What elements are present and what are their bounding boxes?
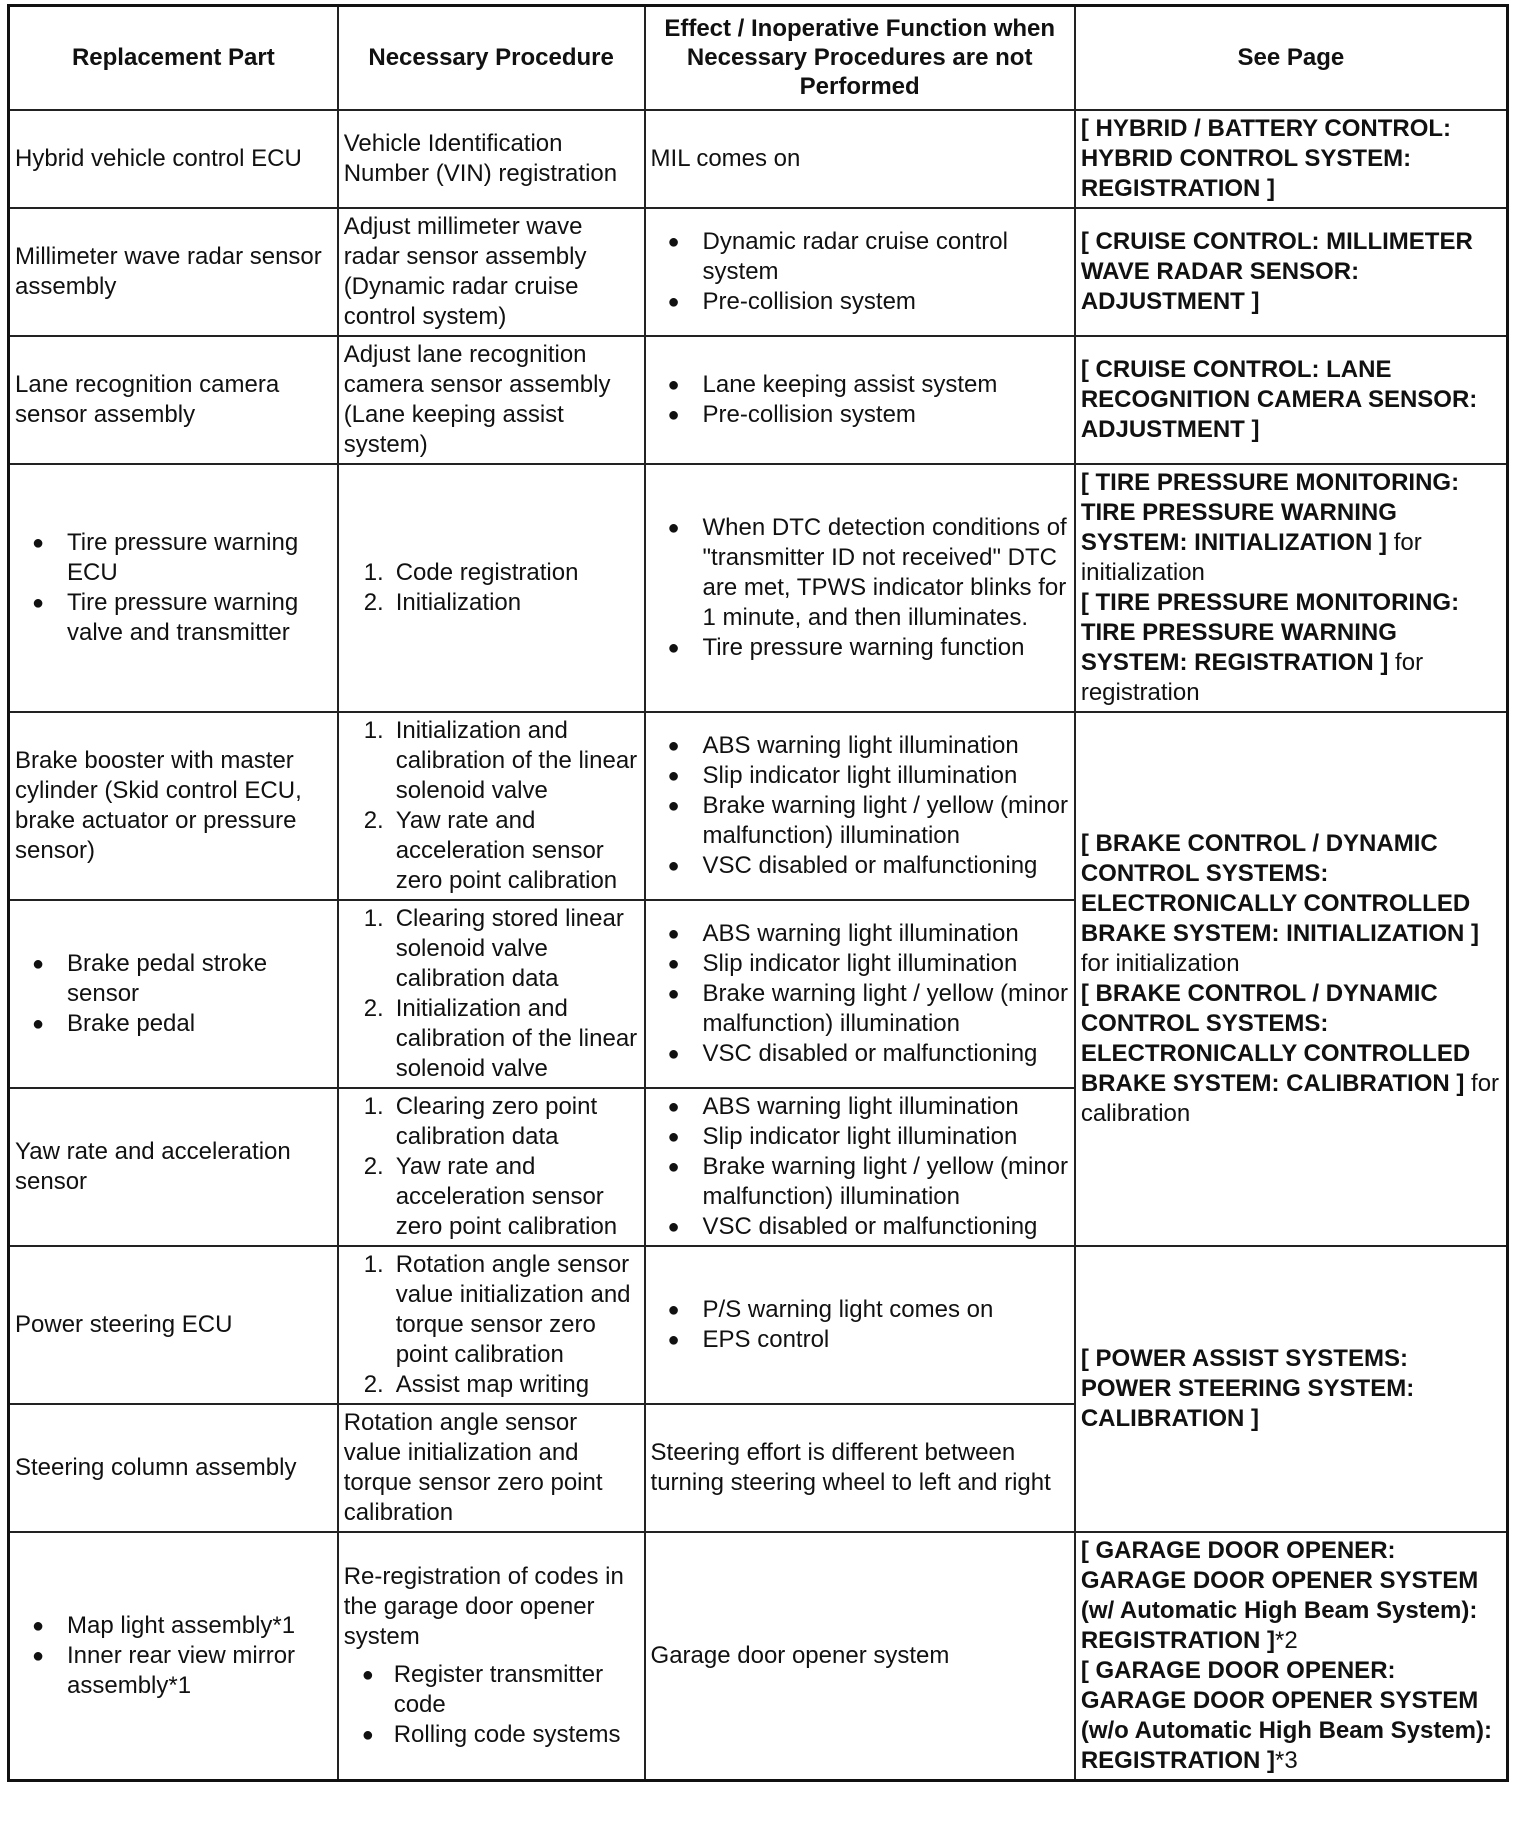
replacement-procedures-table — [7, 4, 1509, 1782]
list-item: ● Pre-collision system — [651, 287, 1069, 317]
list-item: ● ABS warning light illumination — [651, 731, 1069, 761]
list-item: Initialization and calibration of the linear solenoid valve — [395, 994, 638, 1082]
table-row — [9, 208, 1508, 336]
cell-see-page: [ CRUISE CONTROL: MILLIMETER WAVE RADAR SENSOR: ADJUSTMENT ] — [1075, 208, 1508, 336]
list-item: ● Inner rear view mirror assembly*1 — [15, 1641, 332, 1701]
list-item: Yaw rate and acceleration sensor zero point calibration — [395, 1152, 618, 1240]
header-see-page: See Page — [1075, 6, 1508, 110]
cell-part: Yaw rate and acceleration sensor — [9, 1088, 338, 1246]
cell-effect — [645, 1246, 1075, 1404]
cell-procedure: Vehicle Identification Number (VIN) registration — [338, 110, 645, 208]
cell-see-page: [ HYBRID / BATTERY CONTROL: HYBRID CONTROL SYSTEM: REGISTRATION ] — [1075, 110, 1508, 208]
replacement-procedures-document — [7, 4, 1509, 1782]
list-item: Initialization and calibration of the linear solenoid valve — [395, 716, 638, 804]
cell-effect: Steering effort is different between turning steering wheel to left and right — [645, 1404, 1075, 1532]
cell-part: Brake booster with master cylinder (Skid control ECU, brake actuator or pressure sensor) — [9, 712, 338, 900]
header-row — [9, 6, 1508, 110]
header-replacement-part: Replacement Part — [9, 6, 338, 110]
cell-part: Steering column assembly — [9, 1404, 338, 1532]
cell-effect — [645, 208, 1075, 336]
procedure-intro: Re-registration of codes in the garage door opener system — [343, 1562, 624, 1650]
cell-see-page — [1075, 464, 1508, 712]
list-item: ● Brake warning light / yellow (minor malfunction) illumination — [651, 791, 1069, 851]
cell-see-page — [1075, 1532, 1508, 1781]
cell-part: Millimeter wave radar sensor assembly — [9, 208, 338, 336]
page-reference: [ GARAGE DOOR OPENER: GARAGE DOOR OPENER SYSTEM (w/o Automatic High Beam System): REGISTRATION ] — [1080, 1656, 1492, 1774]
cell-effect — [645, 464, 1075, 712]
list-item: ● Lane keeping assist system — [651, 370, 1069, 400]
list-item: Rotation angle sensor value initialization and torque sensor zero point calibration — [395, 1250, 631, 1368]
cell-effect — [645, 1088, 1075, 1246]
cell-part: Hybrid vehicle control ECU — [9, 110, 338, 208]
cell-procedure — [338, 900, 645, 1088]
cell-procedure: Adjust millimeter wave radar sensor assembly (Dynamic radar cruise control system) — [338, 208, 645, 336]
table-row — [9, 464, 1508, 712]
cell-procedure — [338, 712, 645, 900]
header-necessary-procedure: Necessary Procedure — [338, 6, 645, 110]
list-item: Clearing stored linear solenoid valve calibration data — [395, 904, 624, 992]
cell-effect — [645, 900, 1075, 1088]
cell-procedure: Adjust lane recognition camera sensor assembly (Lane keeping assist system) — [338, 336, 645, 464]
page-reference-note: for registration — [1080, 648, 1424, 706]
cell-effect: MIL comes on — [645, 110, 1075, 208]
list-item: ● VSC disabled or malfunctioning — [651, 1039, 1069, 1069]
table-row — [9, 1532, 1508, 1781]
page-reference: [ GARAGE DOOR OPENER: GARAGE DOOR OPENER SYSTEM (w/ Automatic High Beam System): REGISTRATION ] — [1080, 1536, 1479, 1654]
list-item: ● Brake pedal stroke sensor — [15, 949, 332, 1009]
cell-procedure — [338, 1532, 645, 1781]
cell-see-page: [ CRUISE CONTROL: LANE RECOGNITION CAMERA SENSOR: ADJUSTMENT ] — [1075, 336, 1508, 464]
list-item: Assist map writing — [395, 1370, 590, 1398]
page-reference-note: for calibration — [1080, 1069, 1500, 1127]
page-reference-note: *2 — [1275, 1626, 1298, 1654]
list-item: ● Rolling code systems — [344, 1720, 639, 1750]
list-item: ● Slip indicator light illumination — [651, 949, 1069, 979]
list-item: ● ABS warning light illumination — [651, 1092, 1069, 1122]
list-item: ● Pre-collision system — [651, 400, 1069, 430]
cell-procedure — [338, 1088, 645, 1246]
page-reference-note: for initialization — [1080, 949, 1240, 977]
list-item: Clearing zero point calibration data — [395, 1092, 598, 1150]
list-item: Yaw rate and acceleration sensor zero point calibration — [395, 806, 618, 894]
page-reference: [ TIRE PRESSURE MONITORING: TIRE PRESSURE WARNING SYSTEM: INITIALIZATION ] — [1080, 468, 1460, 556]
list-item: ● P/S warning light comes on — [651, 1295, 1069, 1325]
list-item: ● VSC disabled or malfunctioning — [651, 1212, 1069, 1242]
page-reference: [ BRAKE CONTROL / DYNAMIC CONTROL SYSTEMS: ELECTRONICALLY CONTROLLED BRAKE SYSTEM: INITIALIZATION ] — [1080, 829, 1480, 947]
list-item: ● ABS warning light illumination — [651, 919, 1069, 949]
list-item: ● Map light assembly*1 — [15, 1611, 332, 1641]
header-effect: Effect / Inoperative Function when Necessary Procedures are not Performed — [645, 6, 1075, 110]
list-item: ● Tire pressure warning ECU — [15, 528, 332, 588]
list-item: ● VSC disabled or malfunctioning — [651, 851, 1069, 881]
cell-part — [9, 900, 338, 1088]
list-item: ● Tire pressure warning valve and transmitter — [15, 588, 332, 648]
cell-effect: Garage door opener system — [645, 1532, 1075, 1781]
table-row — [9, 1246, 1508, 1404]
list-item: ● Brake pedal — [15, 1009, 332, 1039]
cell-part: Power steering ECU — [9, 1246, 338, 1404]
cell-procedure — [338, 464, 645, 712]
page-reference: [ TIRE PRESSURE MONITORING: TIRE PRESSURE WARNING SYSTEM: REGISTRATION ] — [1080, 588, 1460, 676]
list-item: ● Brake warning light / yellow (minor malfunction) illumination — [651, 1152, 1069, 1212]
cell-part: Lane recognition camera sensor assembly — [9, 336, 338, 464]
list-item: Initialization — [395, 588, 522, 616]
cell-effect — [645, 336, 1075, 464]
list-item: ● Tire pressure warning function — [651, 633, 1069, 663]
cell-see-page-brake — [1075, 712, 1508, 1246]
list-item: ● Slip indicator light illumination — [651, 1122, 1069, 1152]
table-row — [9, 110, 1508, 208]
list-item: Code registration — [395, 558, 579, 586]
list-item: ● Brake warning light / yellow (minor malfunction) illumination — [651, 979, 1069, 1039]
cell-procedure — [338, 1246, 645, 1404]
page-reference: [ BRAKE CONTROL / DYNAMIC CONTROL SYSTEMS: ELECTRONICALLY CONTROLLED BRAKE SYSTEM: CALIBRATION ] — [1080, 979, 1471, 1097]
list-item: ● EPS control — [651, 1325, 1069, 1355]
page-reference-note: *3 — [1275, 1746, 1298, 1774]
page-reference-note: for initialization — [1080, 528, 1422, 586]
list-item: ● Dynamic radar cruise control system — [651, 227, 1069, 287]
cell-procedure: Rotation angle sensor value initialization and torque sensor zero point calibration — [338, 1404, 645, 1532]
list-item: ● When DTC detection conditions of "transmitter ID not received" DTC are met, TPWS indicator blinks for 1 minute, and then illuminates. — [651, 513, 1069, 633]
table-row — [9, 336, 1508, 464]
list-item: ● Register transmitter code — [344, 1660, 639, 1720]
cell-part — [9, 464, 338, 712]
cell-see-page-steering: [ POWER ASSIST SYSTEMS: POWER STEERING SYSTEM: CALIBRATION ] — [1075, 1246, 1508, 1532]
list-item: ● Slip indicator light illumination — [651, 761, 1069, 791]
table-row — [9, 712, 1508, 900]
cell-effect — [645, 712, 1075, 900]
cell-part — [9, 1532, 338, 1781]
